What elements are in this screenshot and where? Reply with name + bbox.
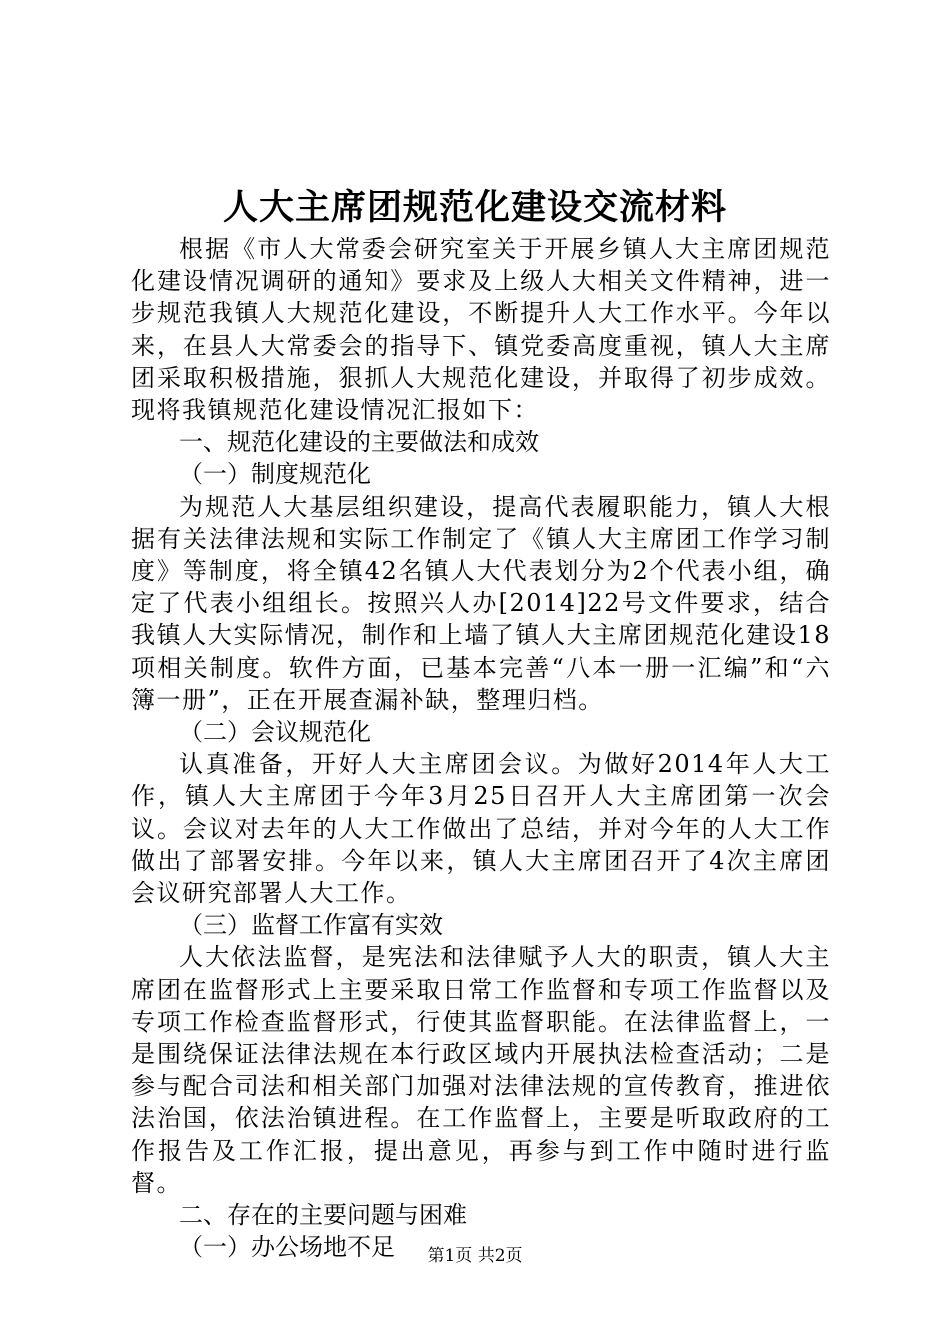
section-1-sub-3-heading: （三）监督工作富有实效 — [179, 911, 443, 940]
document-title: 人大主席团规范化建设交流材料 — [222, 187, 727, 228]
section-1-sub-1-paragraph: 为规范人大基层组织建设，提高代表履职能力，镇人大根据有关法律法规和实际工作制定了《镇人大主席团工作学习制度》等制度，将全镇42名镇人大代表划分为2个代表小组，确定了代表小组组长。按照兴人办[2014]22号文件要求，结合我镇人大实际情况，制作和上墙了镇人大主席团规范化建设18项相关制度。软件方面，已基本完善“八本一册一汇编”和“六簿一册”，正在开展查漏补缺，整理归档。 — [131, 492, 831, 714]
section-1-sub-1-heading: （一）制度规范化 — [179, 460, 371, 489]
section-1-heading: 一、规范化建设的主要做法和成效 — [179, 428, 539, 457]
page-number-footer: 第1页 共2页 — [427, 1246, 523, 1266]
section-1-sub-2-paragraph: 认真准备，开好人大主席团会议。为做好2014年人大工作，镇人大主席团于今年3月25日召开人大主席团第一次会议。会议对去年的人大工作做出了总结，并对今年的人大工作做出了部署安排。今年以来，镇人大主席团召开了4次主席团会议研究部署人大工作。 — [131, 750, 831, 908]
intro-paragraph: 根据《市人大常委会研究室关于开展乡镇人大主席团规范化建设情况调研的通知》要求及上级人大相关文件精神，进一步规范我镇人大规范化建设，不断提升人大工作水平。今年以来，在县人大常委会的指导下、镇党委高度重视，镇人大主席团采取积极措施，狠抓人大规范化建设，并取得了初步成效。现将我镇规范化建设情况汇报如下： — [131, 235, 831, 425]
section-1-sub-2-heading: （二）会议规范化 — [179, 718, 371, 747]
document-body — [131, 233, 831, 1264]
section-1-sub-3-paragraph: 人大依法监督，是宪法和法律赋予人大的职责，镇人大主席团在监督形式上主要采取日常工作监督和专项工作监督以及专项工作检查监督形式，行使其监督职能。在法律监督上，一是围绕保证法律法规在本行政区域内开展执法检查活动；二是参与配合司法和相关部门加强对法律法规的宣传教育，推进依法治国，依法治镇进程。在工作监督上，主要是听取政府的工作报告及工作汇报，提出意见，再参与到工作中随时进行监督。 — [131, 943, 831, 1197]
section-2-sub-1-heading: （一）办公场地不足 — [179, 1233, 395, 1262]
section-2-heading: 二、存在的主要问题与困难 — [179, 1201, 467, 1230]
